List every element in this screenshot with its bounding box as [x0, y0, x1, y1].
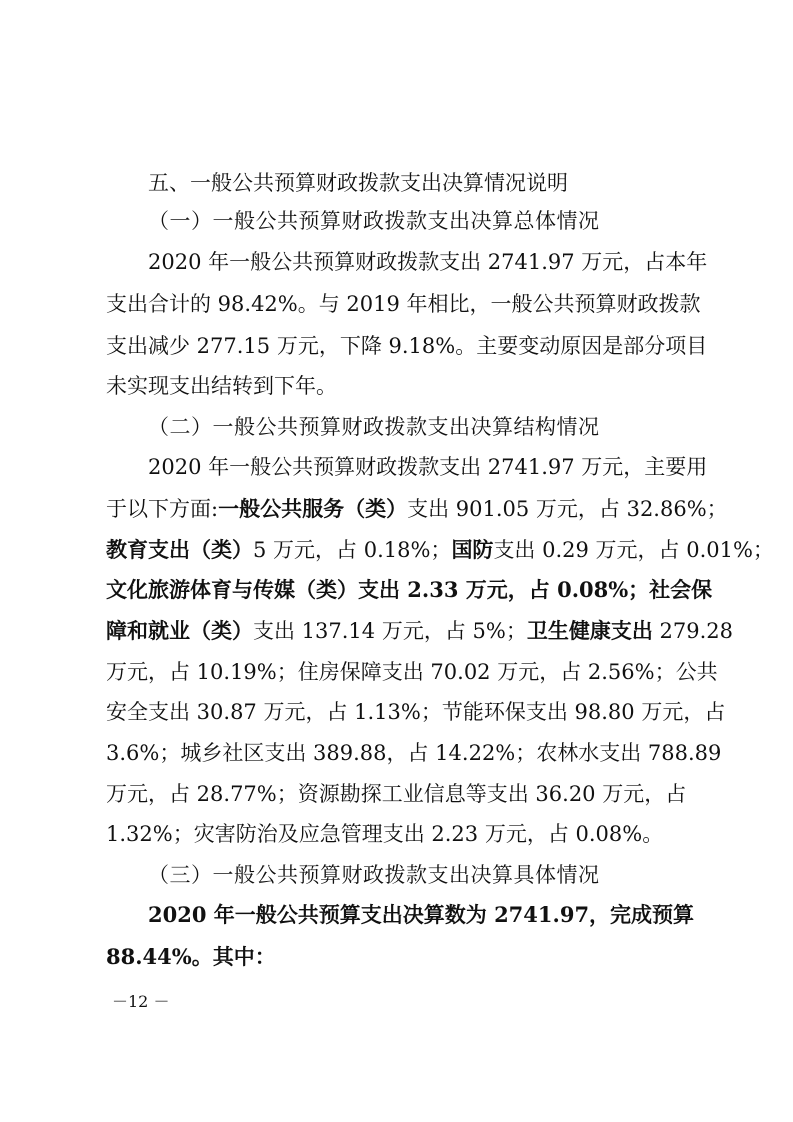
paragraph-line: 1.32%；灾害防治及应急管理支出 2.23 万元，占 0.08%。	[106, 822, 664, 846]
bold-text: 88.44%。其中：	[106, 944, 276, 969]
paragraph-line: 支出减少 277.15 万元，下降 9.18%。主要变动原因是部分项目	[106, 334, 708, 358]
text-run: 5 万元，占 0.18%；	[253, 538, 452, 562]
paragraph-line: 未实现支出结转到下年。	[106, 374, 337, 398]
paragraph-line: 2020 年一般公共预算财政拨款支出 2741.97 万元，主要用	[148, 455, 708, 479]
paragraph-line: 2020 年一般公共预算财政拨款支出 2741.97 万元，占本年	[148, 250, 708, 274]
category-bold: 国防	[451, 537, 494, 562]
text-run: 支出 137.14 万元，占 5%；	[253, 619, 527, 643]
paragraph-line	[106, 573, 713, 607]
paragraph-line	[106, 533, 774, 567]
part2-heading: （二）一般公共预算财政拨款支出决算结构情况	[148, 415, 600, 439]
text-run: 于以下方面:	[106, 497, 219, 521]
section-heading: 五、一般公共预算财政拨款支出决算情况说明	[148, 171, 568, 195]
paragraph-line: 安全支出 30.87 万元，占 1.13%；节能环保支出 98.80 万元，占	[106, 700, 726, 724]
text-run: 279.28	[652, 619, 733, 643]
paragraph-line	[106, 492, 728, 526]
text-run: 支出 901.05 万元，占 32.86%；	[407, 497, 728, 521]
paragraph-line	[106, 940, 686, 974]
paragraph-line	[148, 898, 695, 932]
category-bold: 卫生健康支出	[526, 618, 653, 643]
paragraph-line: 支出合计的 98.42%。与 2019 年相比，一般公共预算财政拨款	[106, 292, 701, 316]
text-run: 支出 0.29 万元，占 0.01%；	[493, 538, 774, 562]
bold-text: 2020 年一般公共预算支出决算数为 2741.97，完成预算	[148, 902, 695, 927]
category-bold: 文化旅游体育与传媒（类）支出 2.33 万元，占 0.08%；社会保	[106, 577, 713, 602]
paragraph-line	[106, 614, 733, 648]
paragraph-line: 万元，占 10.19%；住房保障支出 70.02 万元，占 2.56%；公共	[106, 660, 718, 684]
part3-heading: （三）一般公共预算财政拨款支出决算具体情况	[148, 863, 600, 887]
page-number: －12 －	[112, 992, 170, 1011]
part1-heading: （一）一般公共预算财政拨款支出决算总体情况	[148, 209, 600, 233]
paragraph-line: 3.6%；城乡社区支出 389.88，占 14.22%；农林水支出 788.89	[106, 741, 722, 765]
category-bold: 一般公共服务（类）	[218, 496, 408, 521]
category-bold: 障和就业（类）	[106, 618, 253, 643]
paragraph-line: 万元，占 28.77%；资源勘探工业信息等支出 36.20 万元，占	[106, 782, 687, 806]
category-bold: 教育支出（类）	[106, 537, 253, 562]
